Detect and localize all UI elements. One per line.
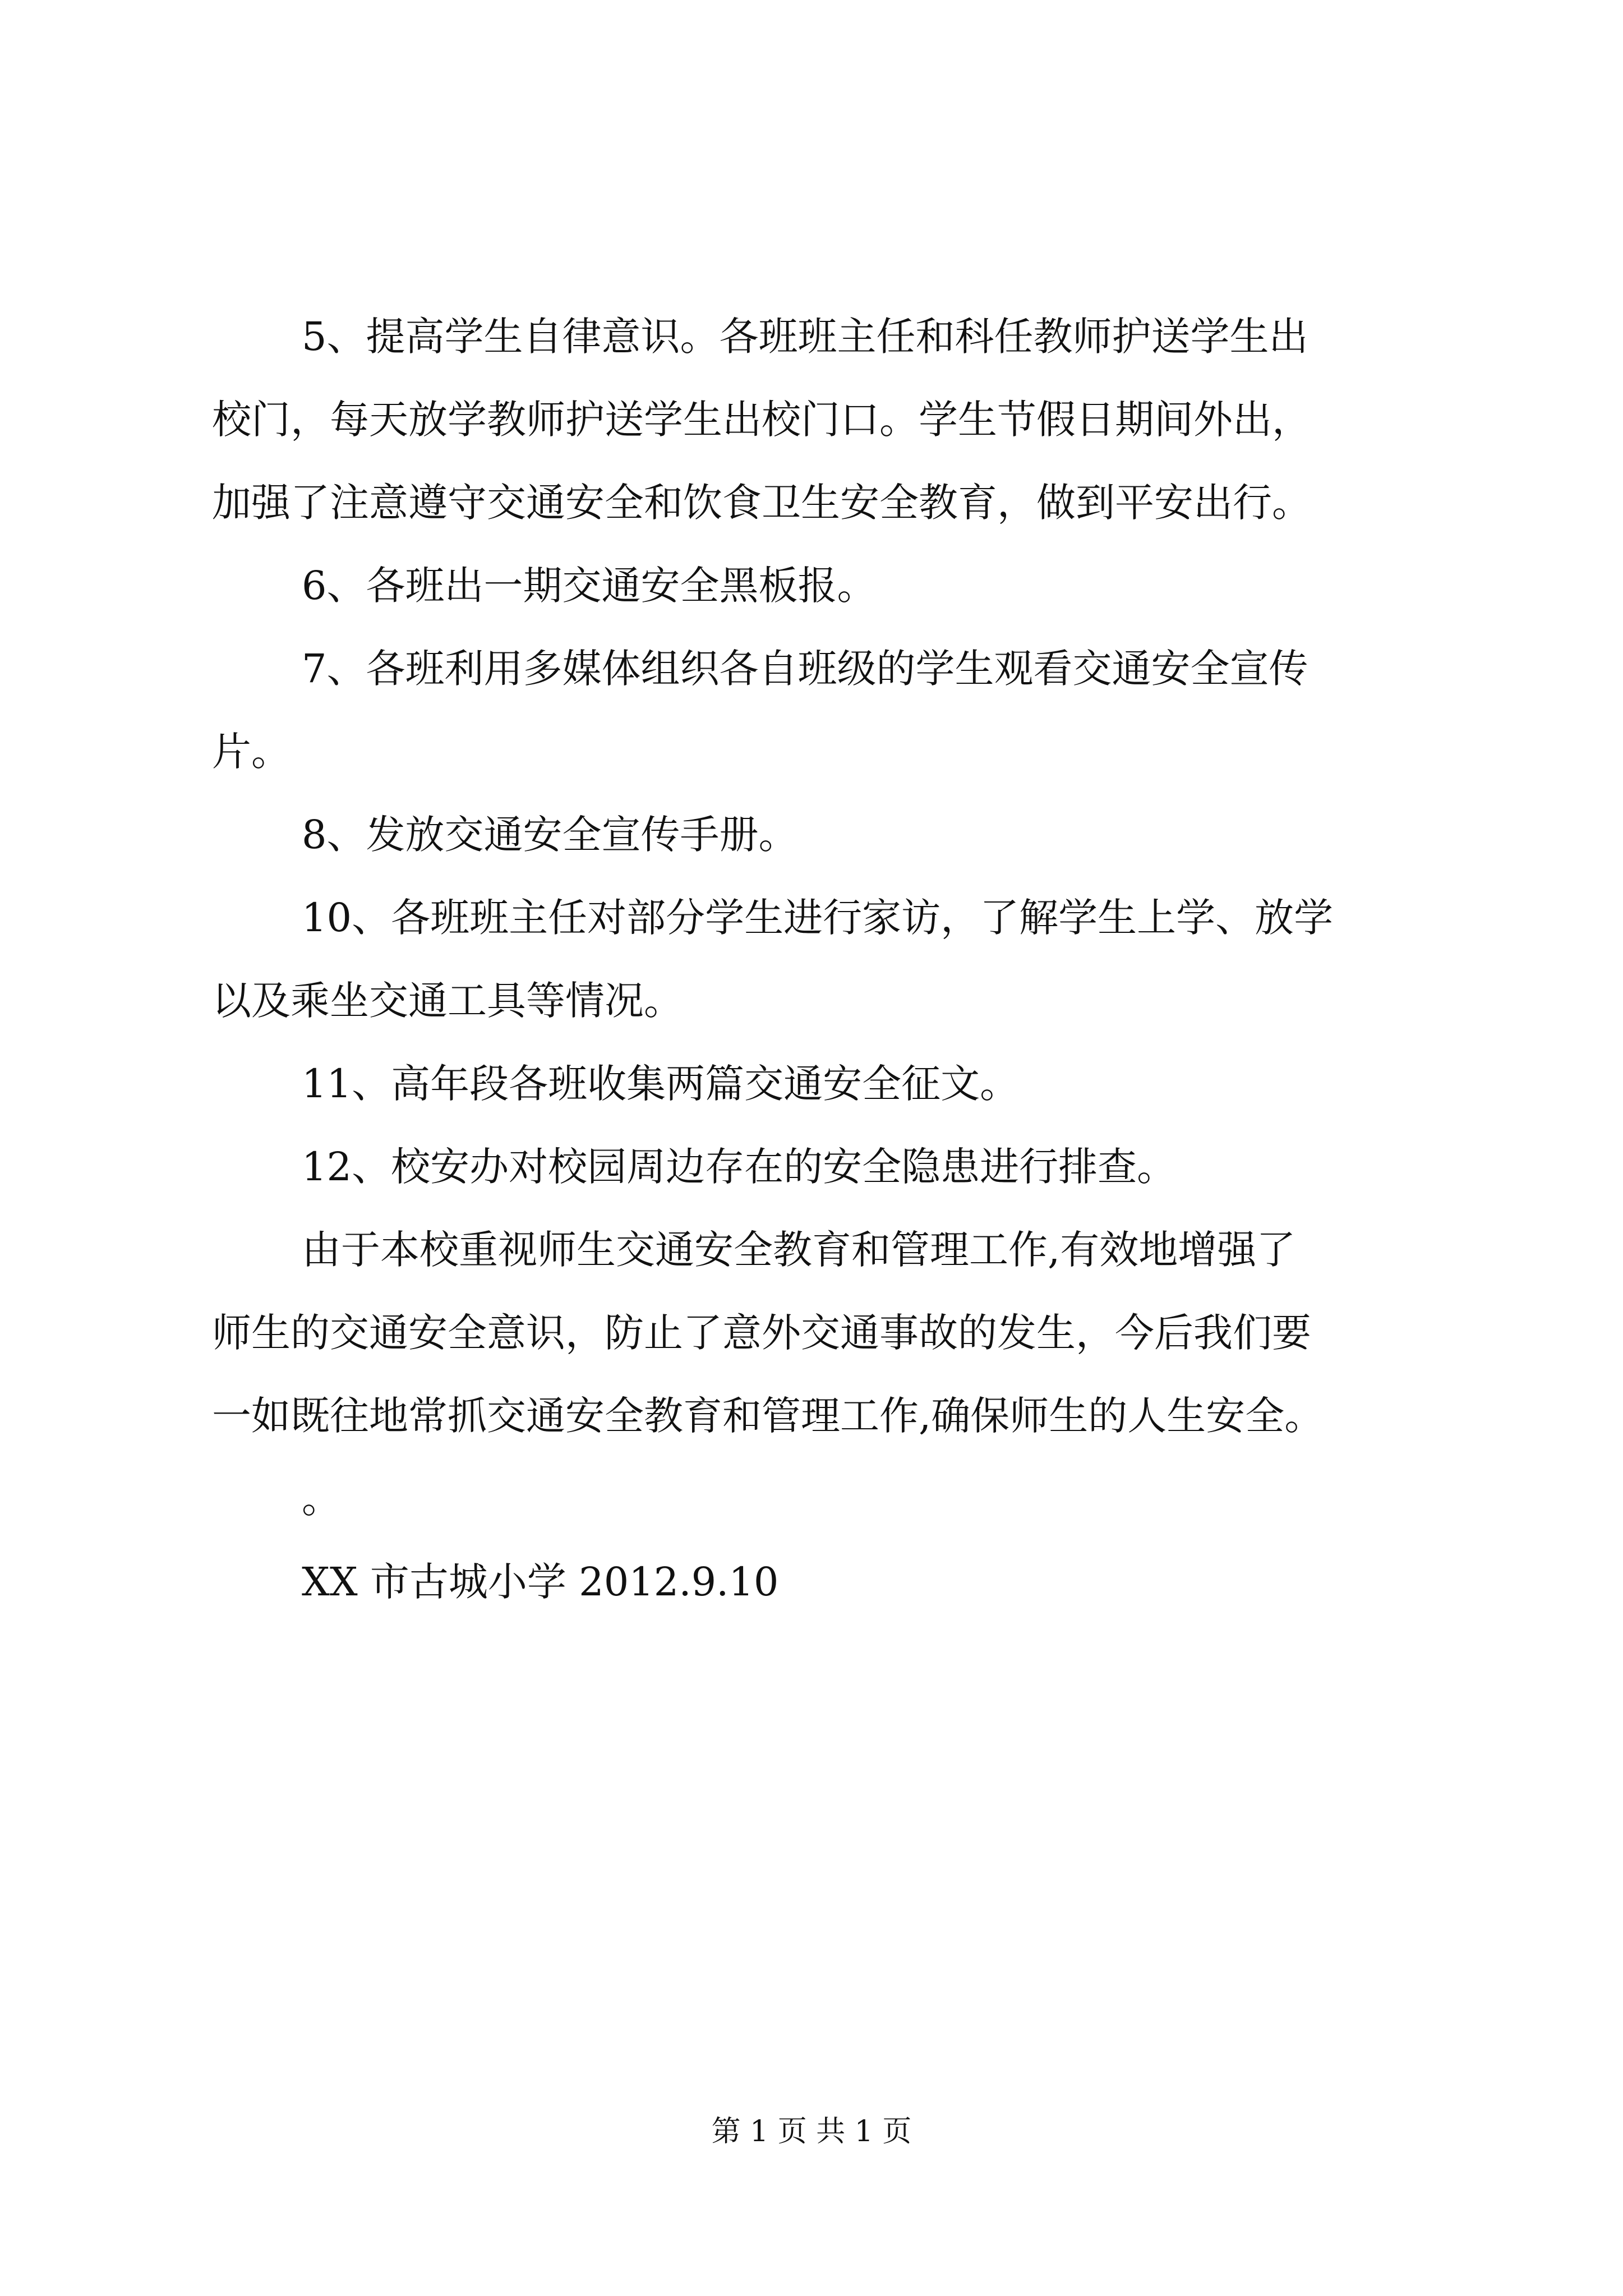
paragraph-7-line-2: 片。: [212, 729, 291, 775]
paragraph-8: 8、发放交通安全宣传手册。: [302, 812, 798, 858]
summary-line-2: 师生的交通安全意识，防止了意外交通事故的发生，今后我们要: [212, 1310, 1311, 1356]
paragraph-5-line-1: 5、提高学生自律意识。各班班主任和科任教师护送学生出: [302, 314, 1308, 360]
page-footer: 第 1 页 共 1 页: [711, 2115, 912, 2148]
paragraph-12: 12、校安办对校园周边存在的安全隐患进行排查。: [302, 1144, 1177, 1190]
paragraph-5-line-2: 校门，每天放学教师护送学生出校门口。学生节假日期间外出，: [212, 397, 1311, 443]
paragraph-5-line-3: 加强了注意遵守交通安全和饮食卫生安全教育，做到平安出行。: [212, 480, 1311, 526]
summary-line-1: 由于本校重视师生交通安全教育和管理工作,有效地增强了: [302, 1227, 1296, 1273]
signature-date: XX 市古城小学 2012.9.10: [302, 1559, 779, 1605]
paragraph-6: 6、各班出一期交通安全黑板报。: [302, 563, 877, 609]
stray-period: 。: [302, 1476, 341, 1522]
paragraph-10-line-2: 以及乘坐交通工具等情况。: [212, 978, 683, 1024]
paragraph-7-line-1: 7、各班利用多媒体组织各自班级的学生观看交通安全宣传: [302, 646, 1308, 692]
paragraph-10-line-1: 10、各班班主任对部分学生进行家访，了解学生上学、放学: [302, 895, 1334, 941]
paragraph-11: 11、高年段各班收集两篇交通安全征文。: [302, 1061, 1020, 1107]
summary-line-3: 一如既往地常抓交通安全教育和管理工作,确保师生的人生安全。: [212, 1393, 1324, 1439]
